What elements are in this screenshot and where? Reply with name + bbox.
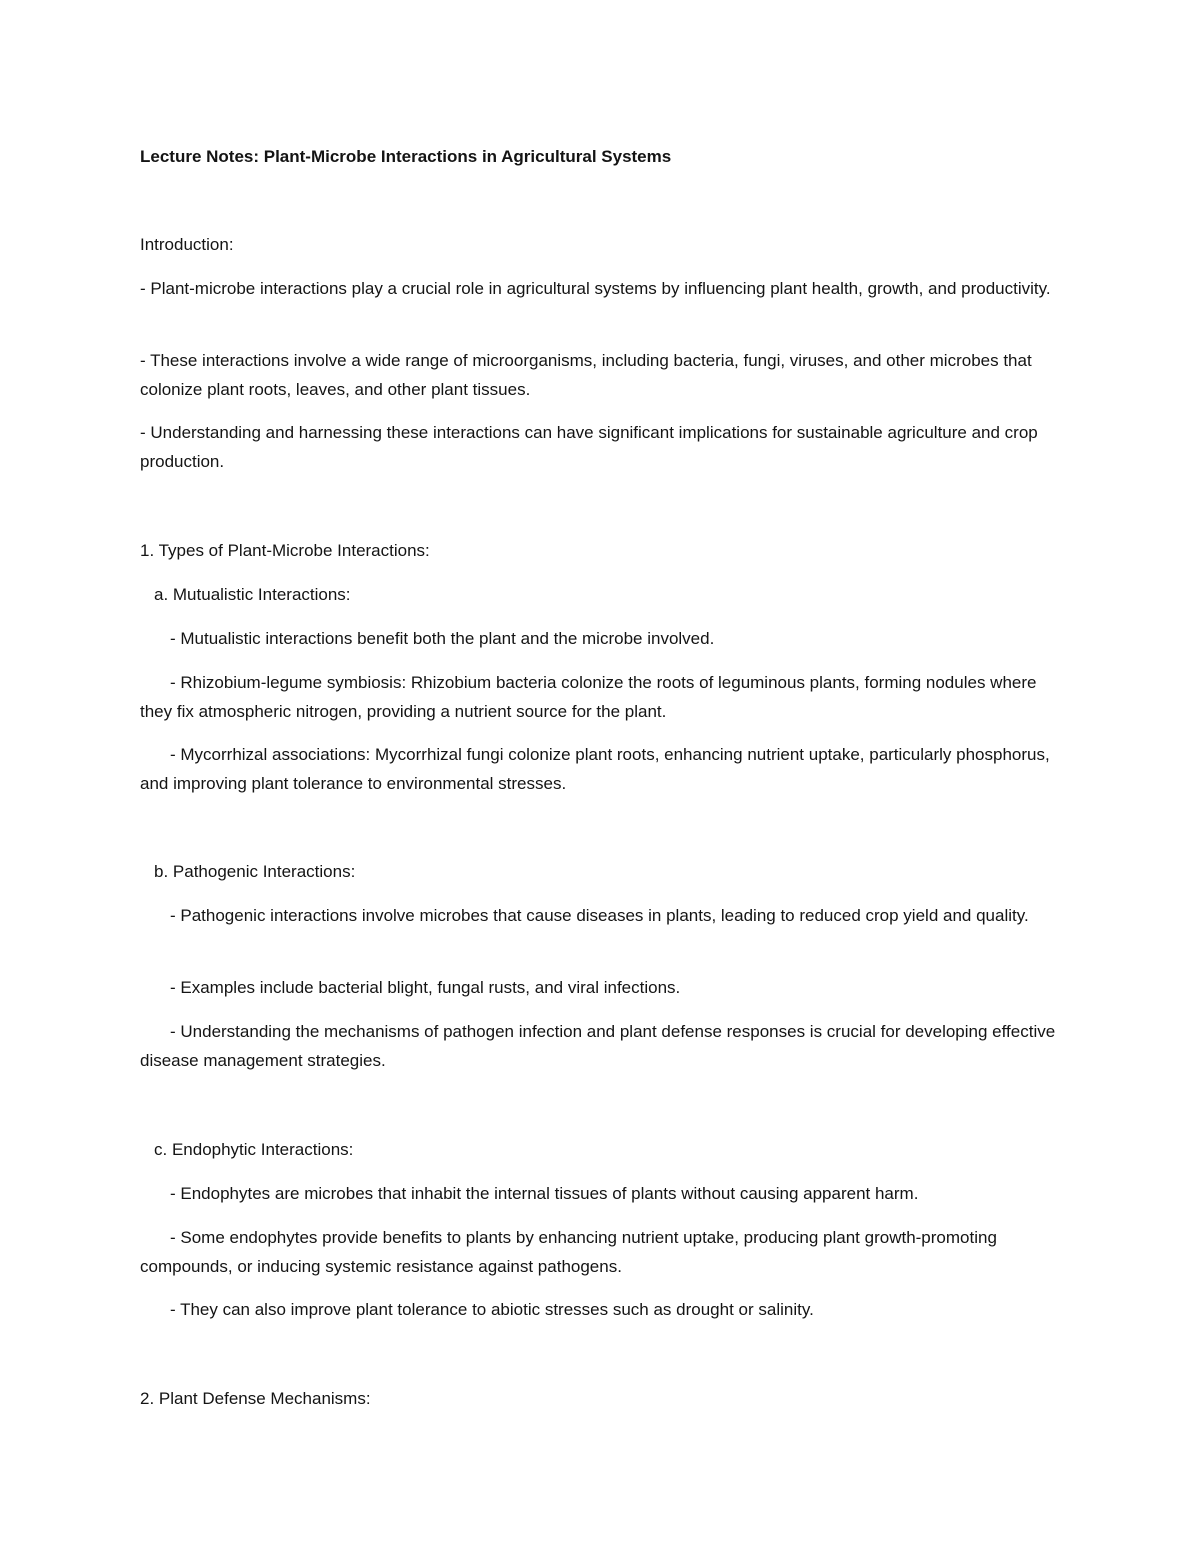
section-2-heading: 2. Plant Defense Mechanisms: (140, 1389, 371, 1408)
pathogenic-point: - Pathogenic interactions involve microbes that cause diseases in plants, leading to reduced crop yield and quality. (170, 906, 1029, 925)
pathogenic-heading: b. Pathogenic Interactions: (154, 862, 356, 881)
introduction-point: - These interactions involve a wide range of microorganisms, including bacteria, fungi, viruses, and other microbes that colonize plant roots, leaves, and other plant tissues. (140, 351, 1032, 399)
mutualistic-point: - Rhizobium-legume symbiosis: Rhizobium bacteria colonize the roots of leguminous plants, forming nodules where they fix atmospheric nitrogen, providing a nutrient source for the plant. (140, 673, 1037, 721)
mutualistic-point: - Mycorrhizal associations: Mycorrhizal fungi colonize plant roots, enhancing nutrient uptake, particularly phosphorus, and improving plant tolerance to environmental stresses. (140, 745, 1050, 793)
introduction-heading: Introduction: (140, 235, 234, 254)
mutualistic-point: - Mutualistic interactions benefit both the plant and the microbe involved. (170, 629, 715, 648)
endophytic-point: - Some endophytes provide benefits to plants by enhancing nutrient uptake, producing plant growth-promoting compounds, or inducing systemic resistance against pathogens. (140, 1228, 997, 1276)
endophytic-point: - They can also improve plant tolerance to abiotic stresses such as drought or salinity. (170, 1300, 814, 1319)
endophytic-heading: c. Endophytic Interactions: (154, 1140, 354, 1159)
introduction-point: - Plant-microbe interactions play a crucial role in agricultural systems by influencing plant health, growth, and productivity. (140, 279, 1051, 298)
endophytic-point: - Endophytes are microbes that inhabit the internal tissues of plants without causing apparent harm. (170, 1184, 919, 1203)
introduction-point: - Understanding and harnessing these interactions can have significant implications for sustainable agriculture and crop production. (140, 423, 1038, 471)
mutualistic-heading: a. Mutualistic Interactions: (154, 585, 351, 604)
pathogenic-point: - Understanding the mechanisms of pathogen infection and plant defense responses is crucial for developing effective disease management strategies. (140, 1022, 1056, 1070)
pathogenic-point: - Examples include bacterial blight, fungal rusts, and viral infections. (170, 978, 681, 997)
document-title: Lecture Notes: Plant-Microbe Interactions in Agricultural Systems (140, 147, 672, 166)
section-1-heading: 1. Types of Plant-Microbe Interactions: (140, 541, 430, 560)
